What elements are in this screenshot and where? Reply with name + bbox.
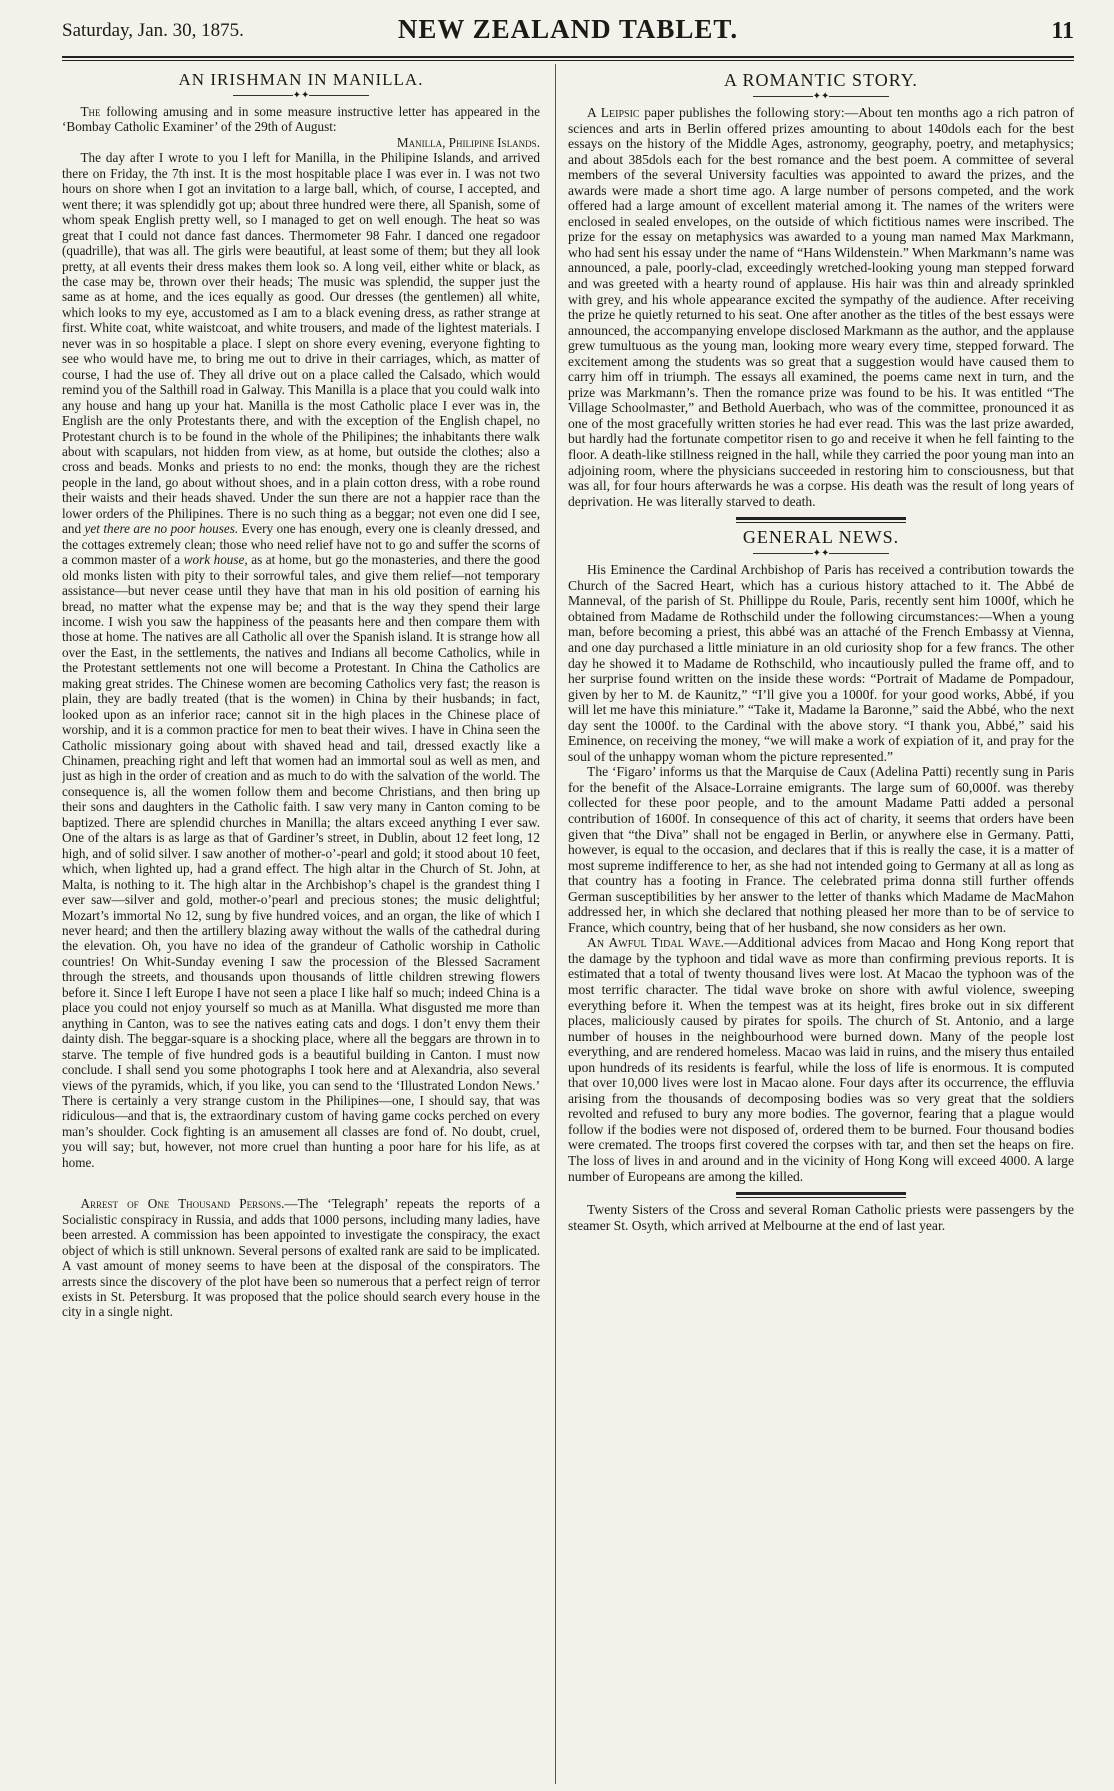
letter-italic-2: work house, — [183, 552, 248, 568]
story-lead: A Leipsic — [587, 105, 640, 120]
news-paragraph-sisters: Twenty Sisters of the Cross and several Roman Catholic priests were passengers by the steamer St. Osyth, which arrived at Melbourne at the end of last year. — [568, 1202, 1074, 1233]
issue-date: Saturday, Jan. 30, 1875. — [62, 20, 244, 41]
newspaper-title: NEW ZEALAND TABLET. — [397, 14, 739, 44]
masthead — [62, 14, 1074, 54]
letter-text-3: as at home, but go the monasteries, and there the good old monks listen with pity to their sorrowful tales, and give them relief—not temporary assistance—but never cease until they have that man in his old position of earning his bread, no matter what the expense may be; and that is the way they spend their large income. I wish you saw the happiness of the peasants here and then compare them with those at home. The natives are all Catholic all over the Spanish island. It is strange how all over the East, in the settlements, the natives and Indians all become Catholics, while in the Protestant settlements not one will become a Protestant. In China the Catholics are making great strides. The Chinese women are becoming Catholics very fast; the reason is plain, they are badly treated (that is the women) in China by their husbands; in fact, looked upon as an inferior race; cannot sit in the high places in the Chinese place of worship, and it is a common practice for men to beat their wives. I have in China seen the Catholic missionary going about with shaved head and tail, dressed exactly like a Chinamen, preaching right and left that women had an immortal soul as well as men, and just as high in the order of creation and as much to do with the salvation of the world. The consequence is, all the women follow them and become Christians, and then bring up their sons and daughters in the Catholic faith. I saw very many in Canton coming to be baptized. There are splendid churches in Manilla; the altars exceed anything I ever saw. One of the altars is as large as that of Gardiner’s street, in Dublin, about 12 feet long, 12 high, and of solid silver. I saw another of mother-o’-pearl and gold; it stood about 10 feet, which, when lighted up, had a grand effect. The high altar in the Church of St. John, at Malta, is nothing to it. The high altar in the Archbishop’s chapel is the grandest thing I ever saw—silver and gold, mother-o’pearl and precious stones; the music delightful; Mozart’s immortal No 12, sung by five hundred voices, and an organ, the like of which I never heard; and then the artillery blazing away without the walls of the cathedral during the elevation. Oh, you have no idea of the grandeur of Catholic worship in Catholic countries! On Whit-Sunday evening I saw the procession of the Blessed Sacrament through the streets, and thousands upon thousands of little children strewing flowers before it. Since I left Europe I have not seen a place I like half so much; indeed China is a place you could not enjoy yourself so much as at Manilla. What disgusted me more than anything in Canton, was to see the natives eating cats and dogs. I don’t envy them their dainty dish. The beggar-square is a shocking place, where all the beggars are thrown in to starve. The temple of five hundred gods is a beautiful building in Canton. I must now conclude. I shall send you some photographs I took here and at Alexandria, also several views of the pyramids, which, if you like, you can send to the ‘Illustrated London News.’ There is certainly a very strange custom in the Philipines—one, I should say, that was ridiculous—and that is, the extraordinary custom of having game cocks perched on every man’s shoulder. Cock fighting is an amusement all classes are fond of. No doubt, cruel, you will say; but, however, not more cruel than hunting a poor hare for his life, as at home. — [62, 552, 540, 1170]
masthead-rule — [62, 56, 1074, 58]
article-intro — [62, 104, 540, 135]
section-rule-thin — [736, 522, 906, 523]
right-column — [568, 66, 1074, 1784]
romantic-story-paragraph — [568, 105, 1074, 509]
letter-body — [62, 150, 540, 1170]
dateline: Manilla, Philipine Islands. — [396, 134, 540, 150]
heading-ornament: ✦✦ — [568, 548, 1074, 560]
section-rule-thin-2 — [736, 1197, 906, 1198]
heading-ornament: ✦✦ — [62, 90, 540, 102]
letter-italic-1: yet there are no poor houses. — [84, 521, 239, 537]
letter-text-1: The day after I wrote to you I left for Manilla, in the Philipine Islands, and arrived there on Friday, the 7th inst. It is the most hospitable place I was ever in. I was not two hours on shore when I got an invitation to a large ball, which, of course, I accepted, and went there; it was splendidly got up; about three hundred were there, all Spanish, some of whom speak English pretty well, so I managed to get on well enough. The heat so was great that I could not dance fast dances. Thermometer 98 Fahr. I danced one regadoor (quadrille), that was all. The girls were beautiful, at least some of them; but they all look pretty, at all events their dress makes them look so. A long veil, either white or black, as the case may be, thrown over their heads; The music was splendid, the supper just the same as at home, and the ices equally as good. Our dresses (the gentlemen) all white, which looks to my eye, accustomed as I am to a black evening dress, as rather strange at first. White coat, white waistcoat, and white trousers, and made of the lightest materials. I never was in so hospitable a place. I slept on shore every evening, everyone fighting to see who would have me, to bring me out to drive in their carriages, which, as matter of course, I had the use of. They all drive out on a place called the Calsado, which would remind you of the Salthill road in Galway. This Manilla is a place that you could walk into any house and hang up your hat. Manilla is the most Catholic place I ever was in, the English are the only Protestants there, and with the exception of the English chapel, no Protestant church is to be found in the whole of the Philipines; the inhabitants there walk about with scapulars, not hidden from view, as at home, but outside the clothes; also a cross and beads. Monks and priests to no end: the monks, though they are the richest people in the land, go about without shoes, and in a plain cotton dress, with a robe round their waists and their heads shaved. Under the sun there are not a happier race than the lower orders of the Philipines. There is no such thing as a beggar; not even one did I see, and — [62, 150, 540, 537]
left-column — [62, 66, 540, 1784]
column-divider — [555, 64, 556, 1784]
news-paragraph-cardinal: His Eminence the Cardinal Archbishop of Paris has received a contribution towards the Church of the Sacred Heart, which has a curious history attached to it. The Abbé de Manneval, of the parish of St. Phillippe du Roule, Paris, recently sent him 1000f, which he obtained from Madame de Rothschild under the following circumstances:—When a young man, before becoming a priest, this abbé was an attaché of the French Embassy at Vienna, and one day purchased a little miniature in an old curiosity shop for a few francs. The other day he showed it to Madame de Rothschild, who incautiously pulled the frame off, and to her surprise found written on the inside these words: “Portrait of Madame de Pompadour, given by her to M. de Kaunitz,” “I’ll give you a 1000f. for your good works, Abbé, if you will let me have this miniature.” “Take it, Madame la Baronne,” said the Abbé, who the next day sent the 1000f. to the Cardinal with the above story. “I thank you, Abbé,” said his Eminence, on receiving the money, “we will make a work of expiation of it, and pray for the soul of the unhappy woman whom the picture represented.” — [568, 562, 1074, 764]
section-rule-thick-2 — [736, 1192, 906, 1195]
letter-text-2: Every one has enough, every one is cleanly dressed, and the cottages extremely clean; those who need relief have not to go and suffer the scorns of a common master of a — [62, 521, 540, 568]
article-heading-romantic: A ROMANTIC STORY. — [724, 70, 918, 90]
article-heading-irishman: AN IRISHMAN IN MANILLA. — [178, 70, 424, 89]
arrest-lead: Arrest of One Thousand Persons. — [80, 1196, 285, 1212]
tidal-text: —Additional advices from Macao and Hong Kong report that the damage by the typhoon and tidal wave as more than confirming previous reports. It is estimated that a total of twenty thousand lives were lost. At Macao the typhoon was of the most terrific character. The tidal wave broke on shore with awful violence, sweeping everything before it. When the tempest was at its height, fires broke out in six different places, maliciously caused by pirates for spoils. The church of St. Antonio, and a large number of houses in the neighbourhood were burned down. Many of the people lost everything, and are rendered homeless. Macao was laid in ruins, and the misery thus entailed upon hundreds of its residents is fearful, while the loss of life is enormous. It is computed that over 10,000 lives were lost in Macao alone. Four days after its occurrence, the effluvia arising from the thousands of decomposing bodies was so very great that the soldiers revolted and refused to bury any more bodies. The governor, fearing that a plague would follow if the bodies were not disposed of, ordered them to be burned. Four thousand bodies were cremated. The troops first covered the corpses with tar, and then set the heaps on fire. The loss of lives in and around and in the vicinity of Hong Kong will exceed 4000. A large number of Europeans are among the killed. — [568, 935, 1074, 1184]
arrest-text: —The ‘Telegraph’ repeats the reports of a Socialistic conspiracy in Russia, and adds that 1000 persons, including many ladies, have been arrested. A commission has been appointed to investigate the conspiracy, the exact object of which is still unknown. Several persons of exalted rank are said to be implicated. A vast amount of money seems to have been at the disposal of the conspirators. The arrests since the discovery of the plot have been so numerous that a perfect reign of terror exists in St. Petersburg. It was proposed that the police should search every house in the city in a single night. — [62, 1196, 540, 1320]
intro-lead: The — [80, 104, 101, 119]
tidal-lead: An Awful Tidal Wave. — [587, 935, 725, 951]
news-paragraph-patti: The ‘Figaro’ informs us that the Marquise de Caux (Adelina Patti) recently sung in Paris for the benefit of the Alsace-Lorraine emigrants. The large sum of 60,000f. was thereby collected for these poor people, and to the amount Madame Patti added a personal contribution of 1600f. In consequence of this act of charity, it seems that orders have been given that “the Diva” shall not be engaged in Berlin, or anywhere else in Germany. Patti, however, is equal to the occasion, and declares that if this is really the case, it is a matter of most supreme indifference to her, as she had not intended going to Germany at all as long as that country has a footing in France. The celebrated prima donna still further offends German susceptibilities by her answer to the letter of thanks which Madame de MacMahon addressed her, in which she declared that nothing pleased her more than to be of service to France, which country, being that of her husband, she now considers as her own. — [568, 764, 1074, 935]
news-paragraph-tidal-wave — [568, 935, 1074, 1184]
intro-text: following amusing and in some measure instructive letter has appeared in the ‘Bombay Catholic Examiner’ of the 29th of August: — [62, 104, 540, 135]
story-text: paper publishes the following story:—About ten months ago a rich patron of sciences and arts in Berlin offered prizes amounting to about 140dols each for the best essays on the history of the Middle Ages, astronomy, geography, poetry, and metaphysics; and about 385dols each for the best romance and the best poem. A committee of several members of the several University faculties was appointed to award the prizes, and the awards were made a short time ago. A large number of persons competed, and the work offered had a large amount of excellent material among it. The names of the writers were enclosed in sealed envelopes, on the outside of which fictitious names were inscribed. The prize for the essay on metaphysics was awarded to a young man named Max Markmann, who had sent his essay under the name of “Hans Wildenstein.” When Markmann’s name was announced, a pale, poorly-clad, exceedingly wretched-looking young man stepped forward and was greeted with a hearty round of applause. His hair was thin and already sprinkled with grey, and his whole appearance excited the sympathy of the audience. After receiving the prize he quietly returned to his seat. One after another as the titles of the best essays were announced, the accompanying envelope disclosed Markmann as the author, and the applause grew tumultuous as the young man, looking more weary every time, stepped forward. The excitement among the students was so great that a suggestion would have caused them to carry him off in triumph. The essays all examined, the poems came next in turn, and the prize was Markmann’s. Then the romance prize was found to be his. It was entitled “The Village Schoolmaster,” and Bethold Auerbach, who was of the committee, pronounced it as one of the most gracefully written stories he had ever read. This was the last prize awarded, but hardly had the fortunate competitor risen to go and receive it when he fell fainting to the floor. A death-like stillness reigned in the hall, while they carried the poor young man into an adjoining room, where the physicians succeeded in restoring him to consciousness, but that was all, for four hours afterwards he was a corpse. His death was the result of long years of deprivation. He was literally starved to death. — [568, 105, 1074, 509]
section-rule-thick — [736, 517, 906, 520]
article-heading-general-news: GENERAL NEWS. — [742, 527, 900, 548]
masthead-rule-thin — [62, 60, 1074, 61]
page-number: 11 — [1051, 18, 1074, 44]
heading-ornament: ✦✦ — [568, 91, 1074, 103]
arrest-paragraph — [62, 1196, 540, 1320]
